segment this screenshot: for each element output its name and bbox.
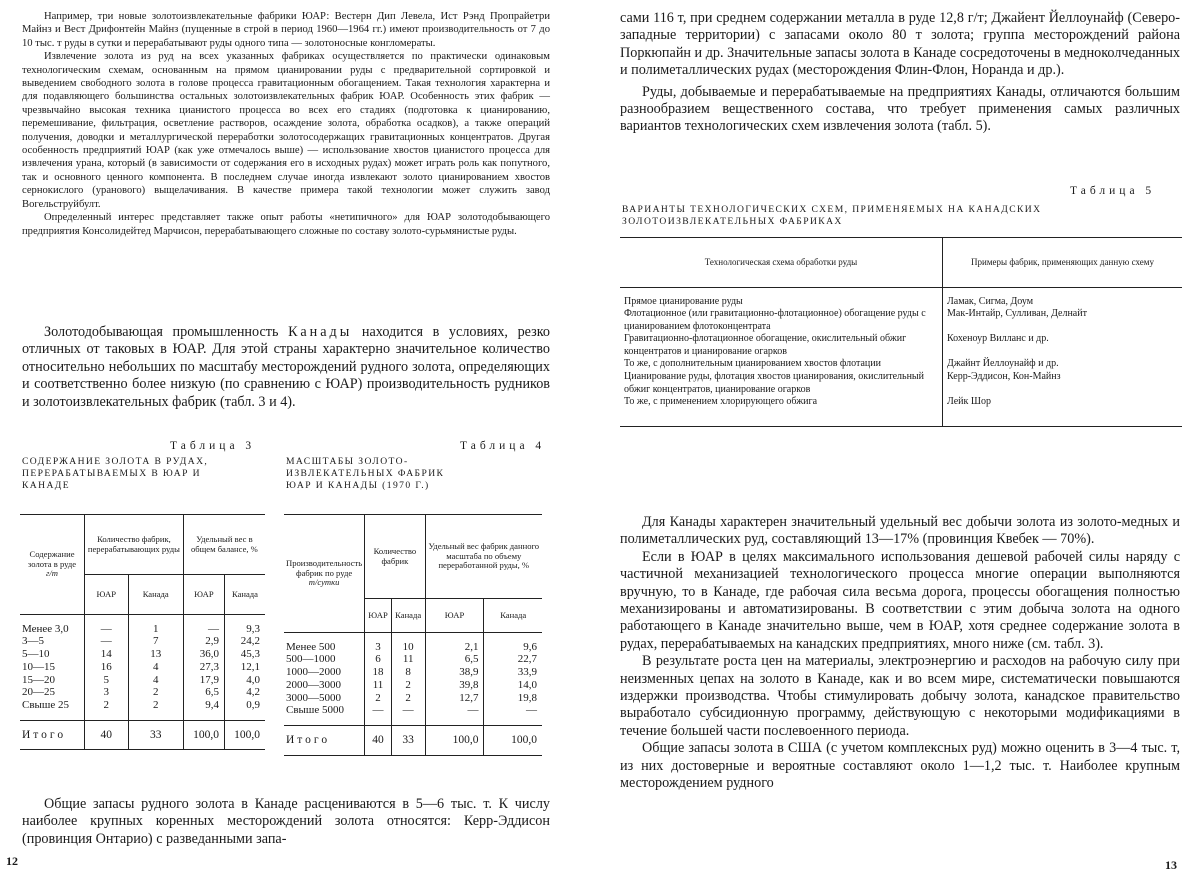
technology-paragraph: Извлечение золота из руд на всех указанных фабриках осуществляется по практически одинаковым технологическим схемам, основанным на прямом цианировании руды с предварительной сортировкой и выведением свободного золота в голове процесса гравитационным обогащением. Такая технология характерна и для подавляющего большинства остальных золотоизвлекательных фабрик ЮАР. Особенность этих фабрик — чрезвычайно высокая техника цианистого процесса во всех его стадиях (подготовка к цианированию, перемешивание, фильтрация, осветление растворов, осаждение золота, обработка осадков), а также операций получения, доводки и металлургической переработки золотосодержащих гравитационных концентратов. Другая особенность предприятий ЮАР (как уже отмечалось выше) — использование хвостов цианистого процесса для извлечения урана, который (в зависимости от содержания его в исходных рудах) может играть роль как попутного, так и основного ценного компонента. В последнем случае иногда извлекают золото цианированием хвостов сернокислого (уранового) выщелачивания. В качестве примера такой технологии может служить завод Вогельструйбулт.	[22, 51, 550, 210]
t4-header-prod: Производительность фабрик по руде т/сутки	[284, 515, 365, 633]
t5-row	[620, 396, 1182, 409]
right-page	[600, 0, 1200, 887]
t3-header-count: Количество фабрик, перерабатывающих руды	[85, 515, 184, 575]
t3-cell: 5	[85, 674, 129, 687]
t3-cell: 2	[128, 686, 183, 699]
t4-cell: 33,9	[484, 666, 542, 679]
table4	[284, 514, 542, 756]
t3-cell: —	[183, 623, 224, 636]
t4-cell: 19,8	[484, 692, 542, 705]
t4-rows	[284, 633, 542, 756]
t4-cell: 22,7	[484, 653, 542, 666]
t4-cell: 12,7	[425, 692, 484, 705]
t5-examples-cell: Ламак, Сигма, Доум	[943, 296, 1183, 309]
t3-cell: 17,9	[183, 674, 224, 687]
t3-cell: 9,3	[224, 623, 265, 636]
t4-total-cell: 100,0	[425, 725, 484, 755]
table3-number: Таблица 3	[170, 440, 256, 452]
t3-total-row	[20, 720, 265, 750]
right-top-text	[620, 10, 1180, 136]
t3-cell: —	[85, 635, 129, 648]
t4-cell: 6,5	[425, 653, 484, 666]
t3-cell: 36,0	[183, 648, 224, 661]
t4-cell: —	[484, 704, 542, 717]
table3	[20, 514, 265, 750]
t3-total-cell: 40	[85, 720, 129, 750]
t4-cell: 10	[391, 641, 425, 654]
t5-scheme-cell: То же, с применением хлорирующего обжига	[624, 396, 818, 408]
t3-cell: 2,9	[183, 635, 224, 648]
table4-number: Таблица 4	[460, 440, 546, 452]
table4-caption: МАСШТАБЫ ЗОЛОТО-ИЗВЛЕКАТЕЛЬНЫХ ФАБРИК ЮАР И КАНАДЫ (1970 Г.)	[286, 456, 445, 491]
t3-cell: 4	[128, 661, 183, 674]
t5-examples-cell: Лейк Шор	[943, 396, 1183, 409]
t3-rows	[20, 615, 265, 750]
page-number-left: 12	[6, 854, 18, 868]
t5-scheme-cell: Цианирование руды, флотация хвостов цианирования, окислительный обжиг концентратов, цианирование огарков	[624, 371, 924, 395]
t5-row	[620, 308, 1182, 333]
t3-row	[20, 623, 265, 636]
t4-row	[284, 679, 542, 692]
t3-row	[20, 686, 265, 699]
t4-cell: 6	[365, 653, 392, 666]
canada-paragraph	[22, 324, 550, 411]
t3-cell: —	[85, 623, 129, 636]
t3-cell: 7	[128, 635, 183, 648]
t3-cell: 4	[128, 674, 183, 687]
t3-header-share: Удельный вес в общем балансе, %	[183, 515, 265, 575]
t3-cell: 1	[128, 623, 183, 636]
t3-total-cell: Итого	[20, 720, 85, 750]
table3-caption: СОДЕРЖАНИЕ ЗОЛОТА В РУДАХ, ПЕРЕРАБАТЫВАЕМЫХ В ЮАР И КАНАДЕ	[22, 456, 209, 491]
t3-cell: 16	[85, 661, 129, 674]
t4-cell: Менее 500	[286, 640, 336, 653]
t4-cell: 39,8	[425, 679, 484, 692]
t5-row	[620, 333, 1182, 358]
t5-rows	[620, 296, 1182, 409]
t3-cell: 13	[128, 648, 183, 661]
table5	[620, 237, 1182, 427]
t3-cell: 5—10	[22, 648, 50, 661]
t5-examples-cell: Мак-Интайр, Сулливан, Делнайт	[943, 308, 1183, 333]
t4-header-sa1: ЮАР	[365, 599, 392, 633]
t5-scheme-cell: Прямое цианирование руды	[624, 295, 743, 307]
t4-total-cell: 100,0	[484, 725, 542, 755]
t5-examples-cell: Джайнт Йеллоунайф и др.	[943, 358, 1183, 371]
t5-row	[620, 371, 1182, 396]
t4-total-cell: 40	[365, 725, 392, 755]
ores-paragraph: Руды, добываемые и перерабатываемые на предприятиях Канады, отличаются большим разнообразием вещественного состава, что требует применения самых различных вариантов технологических схем извлечения золота (табл. 5).	[620, 83, 1180, 135]
t4-total-cell: Итого	[284, 725, 365, 755]
t4-cell: 11	[391, 653, 425, 666]
t4-header-sa2: ЮАР	[425, 599, 484, 633]
t3-cell: 4,2	[224, 686, 265, 699]
t4-cell: —	[425, 704, 484, 717]
t3-cell: Менее 3,0	[22, 622, 69, 635]
t4-cell: 9,6	[484, 641, 542, 654]
t4-cell: 11	[365, 679, 392, 692]
table5-caption: ВАРИАНТЫ ТЕХНОЛОГИЧЕСКИХ СХЕМ, ПРИМЕНЯЕМЫХ НА КАНАДСКИХ ЗОЛОТОИЗВЛЕКАТЕЛЬНЫХ ФАБРИКАХ	[622, 204, 1042, 227]
t4-row	[284, 641, 542, 654]
t4-row	[284, 666, 542, 679]
intro-paragraph: Например, три новые золотоизвлекательные фабрики ЮАР: Вестерн Дип Левела, Ист Рэнд Пропрайетри Майнз и Вест Дрифонтейн Майнз (пущенные в строй в период 1960—1964 гг.) имеют производительность от 7 до 10 тыс. т руды в сутки и перерабатывают руды одного типа — золотоносные конгломераты.	[22, 11, 550, 49]
table5-number: Таблица 5	[1070, 185, 1156, 197]
usa-paragraph: Общие запасы золота в США (с учетом комплексных руд) можно оценить в 3—4 тыс. т, из них достоверные и вероятные составляют около 1—1,2 тыс. т. Наиболее крупным месторождением рудного	[620, 740, 1180, 792]
t4-cell: —	[391, 704, 425, 717]
t3-header-ca2: Канада	[224, 575, 265, 615]
t3-cell: 2	[85, 699, 129, 712]
t3-total-cell: 100,0	[183, 720, 224, 750]
t4-cell: 3000—5000	[286, 691, 341, 704]
t3-row	[20, 648, 265, 661]
reserves-paragraph-wrap	[22, 796, 550, 848]
t5-scheme-cell: Гравитационно-флотационное обогащение, окислительный обжиг концентратов и цианирование огарков	[624, 333, 907, 357]
t4-cell: 2,1	[425, 641, 484, 654]
t5-row	[620, 358, 1182, 371]
t4-total-row	[284, 725, 542, 755]
t4-cell: 500—1000	[286, 653, 336, 666]
t3-cell: 9,4	[183, 699, 224, 712]
t4-cell: Свыше 5000	[286, 704, 345, 717]
t3-cell: 12,1	[224, 661, 265, 674]
canada-word: Канады	[288, 324, 353, 340]
t4-header-ca1: Канада	[391, 599, 425, 633]
t3-cell: 6,5	[183, 686, 224, 699]
canada-share-paragraph: Для Канады характерен значительный удельный вес добычи золота из золото-медных и полиметаллических руд, составляющий 13—17% (провинция Квебек — 70%).	[620, 514, 1180, 548]
left-top-text	[22, 10, 550, 238]
t3-cell: 20—25	[22, 686, 55, 699]
t5-examples-cell: Керр-Эддисон, Кон-Майнз	[943, 371, 1183, 396]
t4-cell: 2000—3000	[286, 678, 341, 691]
t5-header-examples: Примеры фабрик, применяющих данную схему	[943, 238, 1183, 288]
t3-row	[20, 661, 265, 674]
t5-scheme-cell: Флотационное (или гравитационно-флотационное) обогащение руды с цианированием флотоконцентрата	[624, 308, 926, 332]
canada-rest: находится в условиях, резко отличных от таковых в ЮАР. Для этой страны характерно значительное количество относительно небольших по масштабу месторождений рудного золота, определяющих и соответственно более низкую (по сравнению с ЮАР) производительность рудников и золотоизвлекательных фабрик (табл. 3 и 4).	[22, 324, 550, 410]
experience-paragraph: Определенный интерес представляет также опыт работы «нетипичного» для ЮАР золотодобывающего предприятия Консолидейтед Марчисон, перерабатывающего сложные по составу золото-сурьмянистые руды.	[22, 212, 550, 237]
t4-cell: 8	[391, 666, 425, 679]
t4-cell: 1000—2000	[286, 666, 341, 679]
t5-scheme-cell: То же, с дополнительным цианированием хвостов флотации	[624, 358, 881, 370]
t3-cell: 2	[128, 699, 183, 712]
t4-cell: 14,0	[484, 679, 542, 692]
t3-cell: 10—15	[22, 660, 55, 673]
t3-cell: 3—5	[22, 635, 44, 648]
t3-cell: 24,2	[224, 635, 265, 648]
t3-cell: 15—20	[22, 673, 55, 686]
t3-cell: 0,9	[224, 699, 265, 712]
t4-total-cell: 33	[391, 725, 425, 755]
t4-cell: 2	[365, 692, 392, 705]
t4-cell: 3	[365, 641, 392, 654]
page-number-right: 13	[1165, 858, 1177, 872]
t3-cell: 45,3	[224, 648, 265, 661]
t3-total-cell: 33	[128, 720, 183, 750]
t3-cell: 3	[85, 686, 129, 699]
t4-header-ca2: Канада	[484, 599, 542, 633]
t4-cell: —	[365, 704, 392, 717]
right-bottom-text	[620, 514, 1180, 793]
t4-row	[284, 704, 542, 717]
reserves-paragraph: Общие запасы рудного золота в Канаде расцениваются в 5—6 тыс. т. К числу наиболее крупных коренных месторождений золота относятся: Керр-Эддисон (провинция Онтарио) с разведанными запа-	[22, 796, 550, 847]
t3-row	[20, 635, 265, 648]
t3-total-cell: 100,0	[224, 720, 265, 750]
t3-cell: 4,0	[224, 674, 265, 687]
t4-cell: 38,9	[425, 666, 484, 679]
t4-row	[284, 692, 542, 705]
labour-paragraph: Если в ЮАР в целях максимального использования дешевой рабочей силы наряду с частичной механизацией технологического процесса многие операции выполняются вручную, то в Канаде, где рабочая сила весьма дорога, процессы обогащения полностью механизированы и автоматизированы. В соответствии с этим добыча золота на одного работающего в Канаде значительно выше, чем в ЮАР, хотя среднее содержание золота в рудах, перерабатываемых на канадских предприятиях, много ниже (см. табл. 3).	[620, 548, 1180, 652]
t4-cell: 18	[365, 666, 392, 679]
t4-cell: 2	[391, 679, 425, 692]
t3-header-content: Содержание золота в руде г/т	[20, 515, 85, 615]
t3-cell: Свыше 25	[22, 699, 70, 712]
t3-cell: 27,3	[183, 661, 224, 674]
t4-header-share: Удельный вес фабрик данного масштаба по объему переработанной руды, %	[425, 515, 542, 599]
t5-row	[620, 296, 1182, 309]
canada-intro: Золотодобывающая промышленность	[44, 324, 289, 340]
t5-header-scheme: Технологическая схема обработки руды	[704, 257, 858, 267]
t3-cell: 14	[85, 648, 129, 661]
t3-row	[20, 674, 265, 687]
t5-examples-cell: Кохеноур Вилланс и др.	[943, 333, 1183, 358]
t3-header-sa1: ЮАР	[85, 575, 129, 615]
continuation-paragraph: сами 116 т, при среднем содержании металла в руде 12,8 г/т; Джайент Йеллоунайф (Северо-западные территории) с запасами около 80 т золота; группа месторождений района Поркюпайн и др. Значительные запасы золота в Канаде сосредоточены в медноколчеданных и полиметаллических рудах (месторождения Флин-Флон, Норанда и др.).	[620, 10, 1180, 79]
t4-header-count: Количество фабрик	[365, 515, 425, 599]
t3-row	[20, 699, 265, 712]
t4-cell: 2	[391, 692, 425, 705]
t3-header-sa2: ЮАР	[183, 575, 224, 615]
t3-header-ca1: Канада	[128, 575, 183, 615]
costs-paragraph: В результате роста цен на материалы, электроэнергию и расходов на рабочую силу при неизменных цепах на золото в Канаде, как и во всем мире, систематически повышаются издержки производства. Чтобы стимулировать добычу золота, канадское правительство выработало субсидионную программу, действующую с некоторыми модификациями в течение большей части послевоенного периода.	[620, 653, 1180, 739]
t4-row	[284, 653, 542, 666]
